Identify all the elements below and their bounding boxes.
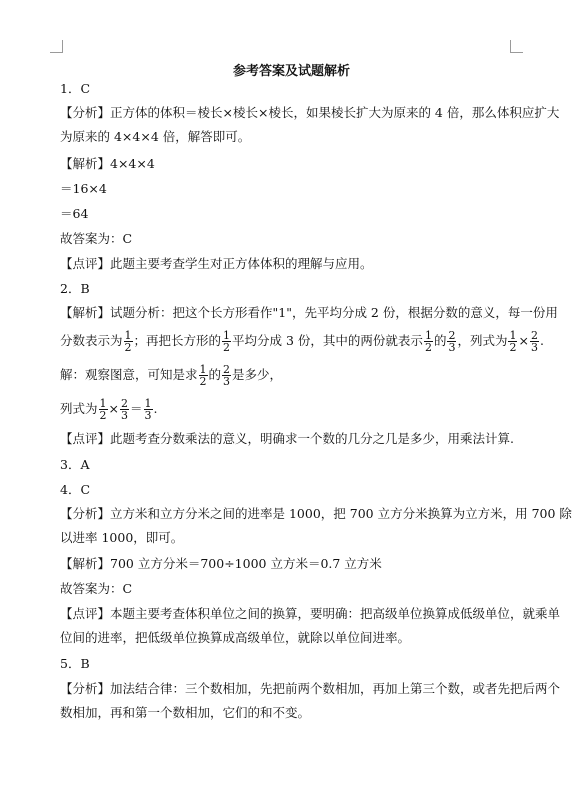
denominator: 2 <box>509 341 517 354</box>
denominator: 2 <box>124 341 132 354</box>
q4-conclusion: 故答案为：C <box>60 581 133 596</box>
fraction-one-half <box>124 330 133 353</box>
q1-conclusion: 故答案为：C <box>60 231 133 246</box>
fraction-one-half <box>199 364 208 387</box>
q3-answer: 3．A <box>60 457 90 472</box>
text-fragment: 解：观察图意，可知是求 <box>60 367 198 382</box>
numerator: 1 <box>223 329 231 342</box>
fraction-two-thirds <box>530 330 539 353</box>
numerator: 2 <box>223 363 231 376</box>
numerator: 1 <box>509 329 517 342</box>
numerator: 1 <box>424 329 432 342</box>
fraction-one-half <box>222 330 231 353</box>
page-title: 参考答案及试题解析 <box>232 64 350 79</box>
q4-answer: 4．C <box>60 482 91 497</box>
fraction-two-thirds <box>222 364 231 387</box>
numerator: 2 <box>530 329 538 342</box>
numerator: 1 <box>144 397 152 410</box>
text-fragment: ，列式为 <box>457 333 508 348</box>
q2-explanation-line: 【解析】试题分析：把这个长方形看作"1"，先平均分成 2 份，根据分数的意义，每一份用 <box>60 305 558 320</box>
fraction-one-half <box>508 330 517 353</box>
q2-formula-line <box>60 396 158 422</box>
text-fragment: ；再把长方形的 <box>133 333 222 348</box>
q4-comment-line: 位间的进率，把低级单位换算成高级单位，就除以单位间进率。 <box>60 630 411 645</box>
numerator: 2 <box>121 397 128 410</box>
numerator: 1 <box>124 329 132 342</box>
q2-explanation-line <box>60 328 544 354</box>
numerator: 1 <box>99 397 107 410</box>
multiply-sign: × <box>518 333 529 348</box>
q1-analysis-line: 【分析】正方体的体积＝棱长×棱长×棱长，如果棱长扩大为原来的 4 倍，那么体积应扩大 <box>60 105 560 120</box>
denominator: 3 <box>530 341 538 354</box>
text-fragment: 的 <box>208 367 222 382</box>
text-fragment: 列式为 <box>60 401 98 416</box>
text-fragment: 是多少， <box>232 367 283 382</box>
denominator: 3 <box>144 409 152 422</box>
q4-analysis-line: 【分析】立方米和立方分米之间的进率是 1000，把 700 立方分米换算为立方米，用 700 除 <box>60 506 572 521</box>
page-corner-mark <box>510 40 523 53</box>
q1-analysis-line: 为原来的 4×4×4 倍，解答即可。 <box>60 129 251 144</box>
q2-answer: 2．B <box>60 281 90 296</box>
denominator: 2 <box>99 409 107 422</box>
fraction-one-half <box>424 330 433 353</box>
page-corner-mark <box>50 40 63 53</box>
fraction-two-thirds <box>447 330 456 353</box>
q2-comment: 【点评】此题考查分数乘法的意义，明确求一个数的几分之几是多少，用乘法计算. <box>60 431 514 446</box>
denominator: 3 <box>448 341 456 354</box>
q1-solution-line: 【解析】4×4×4 <box>60 156 155 171</box>
q5-answer: 5．B <box>60 656 90 671</box>
denominator: 2 <box>424 341 432 354</box>
text-fragment: 平均分成 3 份，其中的两份就表示 <box>232 333 423 348</box>
text-fragment: 分数表示为 <box>60 333 123 348</box>
q5-analysis-line: 数相加，再和第一个数相加，它们的和不变。 <box>60 705 311 720</box>
text-fragment: 的 <box>433 333 447 348</box>
q4-analysis-line: 以进率 1000，即可。 <box>60 530 184 545</box>
multiply-sign: × <box>108 401 119 416</box>
q1-solution-line: ＝16×4 <box>60 181 107 196</box>
q1-comment: 【点评】此题主要考查学生对正方体体积的理解与应用。 <box>60 256 373 271</box>
fraction-two-thirds <box>120 398 129 421</box>
denominator: 3 <box>121 409 128 422</box>
numerator: 1 <box>199 363 207 376</box>
denominator: 2 <box>223 341 231 354</box>
numerator: 2 <box>448 329 456 342</box>
fraction-one-half <box>99 398 108 421</box>
q4-solution: 【解析】700 立方分米＝700÷1000 立方米＝0.7 立方米 <box>60 556 382 571</box>
denominator: 3 <box>223 375 231 388</box>
equals-sign: ＝ <box>130 401 143 416</box>
text-fragment: . <box>539 333 544 348</box>
q4-comment-line: 【点评】本题主要考查体积单位之间的换算，要明确：把高级单位换算成低级单位，就乘单 <box>60 606 561 621</box>
q2-solution-line <box>60 362 282 388</box>
fraction-one-third <box>144 398 153 421</box>
text-fragment: . <box>153 401 158 416</box>
q1-answer: 1．C <box>60 81 91 96</box>
denominator: 2 <box>199 375 207 388</box>
q1-solution-line: ＝64 <box>60 206 89 221</box>
q5-analysis-line: 【分析】加法结合律：三个数相加，先把前两个数相加，再加上第三个数，或者先把后两个 <box>60 681 561 696</box>
